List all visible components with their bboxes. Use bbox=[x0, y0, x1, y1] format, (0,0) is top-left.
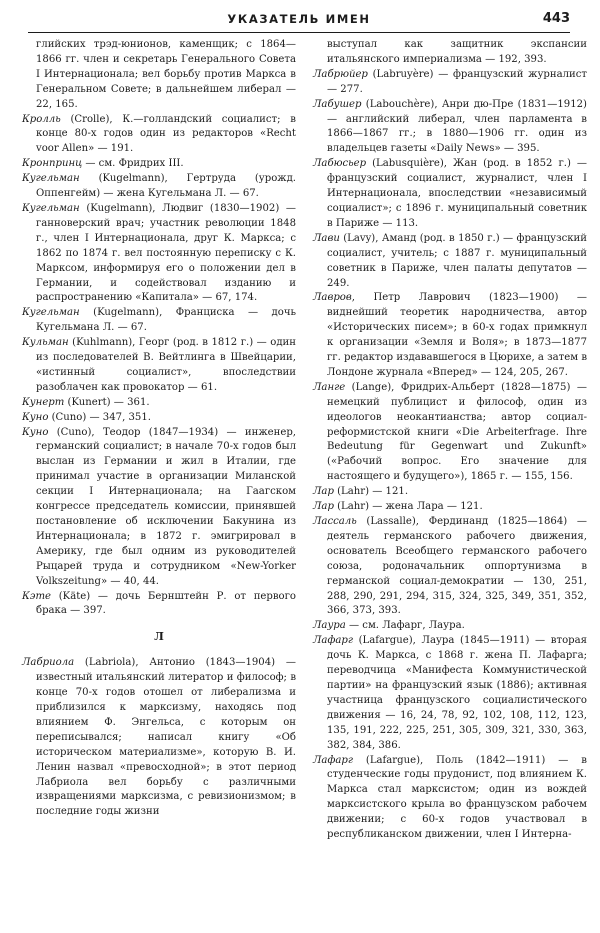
entry-name: Кугельман bbox=[22, 173, 80, 185]
entry-text: (Kunert) — 361. bbox=[64, 396, 150, 408]
index-entry bbox=[313, 500, 587, 515]
entry-name: Кэте bbox=[22, 590, 52, 602]
entry-text: (Kuhlmann), Георг (род. в 1812 г.) — один из последователей В. Вейтлинга в Швейцарии, «истинный социалист», впоследствии разоблачен как провокатор — 61. bbox=[36, 337, 296, 393]
entry-name: Лаура bbox=[313, 620, 346, 632]
entry-text: (Labruyère) — французский журналист — 277. bbox=[327, 68, 587, 95]
entries-k bbox=[22, 38, 296, 619]
entry-name: Кугельман bbox=[22, 307, 80, 319]
entry-name: Лабриола bbox=[22, 657, 75, 669]
entry-text: (Cuno) — 347, 351. bbox=[48, 411, 151, 423]
index-entry bbox=[313, 38, 587, 68]
entry-name: Куно bbox=[22, 411, 49, 423]
entry-name: Кугельман bbox=[22, 202, 80, 214]
entry-text: (Labusquière), Жан (род. в 1852 г.) — французский социалист, журналист, член I Интернационала, впоследствии «независимый социалист»; с 1896 г. муниципальный советник в Париже — 113. bbox=[327, 158, 587, 229]
entry-name: Лави bbox=[313, 232, 340, 244]
entry-name: Куно bbox=[22, 426, 49, 438]
index-entry bbox=[313, 754, 587, 843]
entry-name: Кульман bbox=[22, 337, 69, 349]
entry-text: (Crolle), К.—голландский социалист; в конце 80-х годов один из редакторов «Recht voor Allen» — 191. bbox=[36, 113, 296, 155]
entry-name: Лафарг bbox=[313, 754, 353, 766]
entry-text: (Lange), Фридрих-Альберт (1828—1875) — немецкий публицист и философ, один из идеологов неокантианства; автор социал-реформистской книги «Die Arbeiterfrage. Ihre Bedeutung für Gegenwart und Zukunft» («Рабочий вопрос. Его значение для настоящего и будущего»), 1865 г. — 155, 156. bbox=[327, 381, 587, 483]
index-entry bbox=[22, 411, 296, 426]
entry-text: — см. Фридрих III. bbox=[82, 158, 184, 170]
right-column bbox=[313, 38, 587, 843]
running-title: УКАЗАТЕЛЬ ИМЕН bbox=[227, 12, 371, 26]
entry-text: (Lafargue), Лаура (1845—1911) — вторая дочь К. Маркса, с 1868 г. жена П. Лафарга; переводчица «Манифеста Коммунистической партии» на французский язык (1886); активная участница французского социалистического движения — 16, 24, 78, 92, 102, 108, 112, 123, 135, 191, 222, 225, 251, 305, 309, 321, 330, 363, 382, 384, 386. bbox=[327, 635, 587, 751]
index-entry bbox=[313, 98, 587, 158]
index-entry bbox=[22, 157, 296, 172]
index-entry bbox=[22, 38, 296, 113]
left-column bbox=[22, 38, 296, 820]
entries-l bbox=[22, 656, 296, 820]
entry-text: (Lahr) — 121. bbox=[333, 486, 409, 498]
entry-name: Лавров bbox=[313, 292, 352, 304]
entry-text: (Lafargue), Поль (1842—1911) — в студенческие годы прудонист, под влиянием К. Маркса стал марксистом; один из вождей марксистского крыла во французском рабочем движении; с 60-х годов участвовал в республиканском движении, член I Интерна- bbox=[327, 754, 587, 841]
entry-name: Ланге bbox=[313, 381, 346, 393]
entry-text: — см. Лафарг, Лаура. bbox=[345, 620, 465, 632]
index-entry bbox=[22, 172, 296, 202]
entry-name: Лабрюйер bbox=[313, 68, 368, 80]
entry-text: (Labriola), Антонио (1843—1904) — известный итальянский литератор и философ; в конце 70-х годов отошел от либерализма и приблизился к марксизму, находясь под влиянием Ф. Энгельса, с которым он переписывался; написал книгу «Об историческом материализме», которую В. И. Ленин назвал «превосходной»; в этот период Лабриола вел борьбу с различными извращениями марксизма, с ревизионизмом; в последние годы жизни bbox=[36, 657, 296, 818]
page-number: 443 bbox=[542, 11, 570, 26]
entry-name: Лар bbox=[313, 486, 334, 498]
entry-text: (Kugelmann), Людвиг (1830—1902) — ганноверский врач; участник революции 1848 г., член I Интернационала, друг К. Маркса; с 1862 по 1874 г. вел постоянную переписку с К. Марксом, информируя его о положении дел в Германии, и содействовал изданию и распространению «Капитала» — 67, 174. bbox=[36, 202, 296, 304]
index-entry bbox=[22, 113, 296, 158]
entry-name: Кролль bbox=[22, 113, 61, 125]
entry-text: (Cuno), Теодор (1847—1934) — инженер, германский социалист; в начале 70-х годов был выслан из Германии и жил в Италии, где принимал участие в организации Миланской секции I Интернационала; на Гаагском конгрессе председатель комиссии, принявшей постановление об исключении Бакунина из Интернационала; в 1872 г. эмигрировал в Америку, где был одним из руководителей Рыцарей труда и сотрудником «New-Yorker Volkszeitung» — 40, 44. bbox=[36, 426, 296, 587]
index-entry bbox=[22, 426, 296, 590]
index-entry bbox=[313, 232, 587, 292]
index-entry bbox=[313, 634, 587, 753]
entry-name: Кунерт bbox=[22, 396, 65, 408]
index-entry bbox=[313, 619, 587, 634]
index-entry bbox=[22, 396, 296, 411]
entry-name: Лассаль bbox=[313, 516, 357, 527]
index-entry bbox=[22, 656, 296, 820]
entry-name: Лар bbox=[313, 501, 334, 513]
index-entry bbox=[313, 515, 587, 619]
index-entry bbox=[22, 306, 296, 336]
entry-text: выступал как защитник экспансии итальянского империализма — 192, 393. bbox=[327, 39, 587, 65]
entry-text: (Käte) — дочь Бернштейн Р. от первого брака — 397. bbox=[36, 590, 296, 617]
entry-text: (Labouchère), Анри дю-Пре (1831—1912) — английский либерал, член парламента в 1866—1867 гг.; в 1880—1906 гг. один из владельцев газеты «Daily News» — 395. bbox=[327, 98, 587, 155]
entry-text: (Lahr) — жена Лара — 121. bbox=[333, 501, 483, 513]
entry-text: (Kugelmann), Гертруда (урожд. Оппенгейм) — жена Кугельмана Л. — 67. bbox=[36, 173, 296, 200]
entry-text: (Lassalle), Фердинанд (1825—1864) — деятель германского рабочего движения, основатель Всеобщего германского рабочего союза, родоначальник оппортунизма в германской социал-демократии — 130, 251, 288, 290, 291, 294, 315, 324, 325, 349, 351, 352, 366, 373, 393. bbox=[327, 516, 587, 617]
entry-name: Кронпринц bbox=[22, 158, 83, 170]
entry-text: , Петр Лаврович (1823—1900) — виднейший теоретик народничества, автор «Исторических писем»; в 60-х годах примкнул к организации «Земля и Воля»; в 1873—1877 гг. редактор издававшегося в Цюрихе, а затем в Лондоне журнала «Вперед» — 124, 205, 267. bbox=[327, 292, 587, 378]
entry-text: (Lavy), Аманд (род. в 1850 г.) — французский социалист, учитель; с 1887 г. муниципальный советник в Париже, член палаты депутатов — 249. bbox=[327, 232, 587, 289]
index-entry bbox=[313, 381, 587, 485]
entry-name: Лабушер bbox=[313, 98, 362, 110]
index-entry bbox=[22, 202, 296, 306]
index-entry bbox=[313, 485, 587, 500]
entry-name: Лабюсьер bbox=[313, 158, 367, 170]
entry-text: (Kugelmann), Франциска — дочь Кугельмана Л. — 67. bbox=[36, 307, 296, 334]
index-entry bbox=[313, 291, 587, 380]
index-entry bbox=[313, 157, 587, 232]
section-letter-heading: Л bbox=[154, 630, 164, 644]
entry-name: Лафарг bbox=[313, 635, 353, 647]
index-entry bbox=[22, 590, 296, 620]
index-entry bbox=[313, 68, 587, 98]
entry-text: глийских трэд-юнионов, каменщик; с 1864—1866 гг. член и секретарь Генерального Совета I Интернационала; вел борьбу против Маркса в Генеральном Совете; в дальнейшем либерал — 22, 165. bbox=[36, 39, 296, 110]
index-entry bbox=[22, 336, 296, 396]
page-header bbox=[28, 10, 570, 33]
